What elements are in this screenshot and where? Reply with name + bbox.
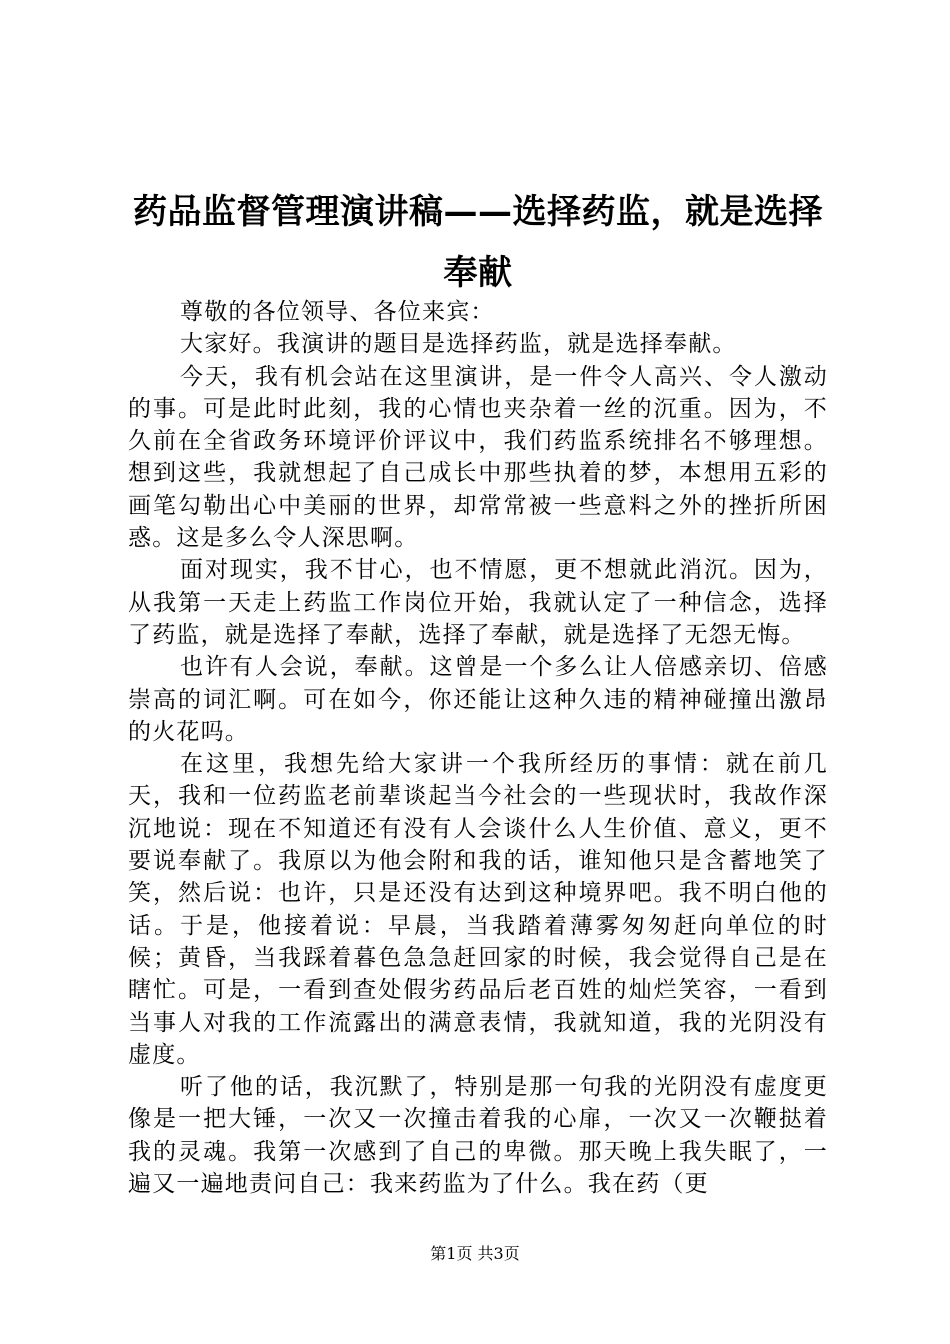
paragraph: 在这里，我想先给大家讲一个我所经历的事情：就在前几天，我和一位药监老前辈谈起当今社会的一些现状时，我故作深沉地说：现在不知道还有没有人会谈什么人生价值、意义，更不要说奉献了。我原以为他会附和我的话，谁知他只是含蓄地笑了笑，然后说：也许，只是还没有达到这种境界吧。我不明白他的话。于是，他接着说：早晨，当我踏着薄雾匆匆赶向单位的时候；黄昏，当我踩着暮色急急赶回家的时候，我会觉得自己是在瞎忙。可是，一看到查处假劣药品后老百姓的灿烂笑容，一看到当事人对我的工作流露出的满意表情，我就知道，我的光阴没有虚度。	[128, 751, 828, 1068]
paragraph: 面对现实，我不甘心，也不情愿，更不想就此消沉。因为，从我第一天走上药监工作岗位开始，我就认定了一种信念，选择了药监，就是选择了奉献，选择了奉献，就是选择了无怨无悔。	[128, 557, 828, 648]
document-body	[128, 296, 828, 1200]
paragraph-greeting: 大家好。我演讲的题目是选择药监，就是选择奉献。	[180, 331, 737, 358]
paragraph: 听了他的话，我沉默了，特别是那一句我的光阴没有虚度更像是一把大锤，一次又一次撞击着我的心扉，一次又一次鞭挞着我的灵魂。我第一次感到了自己的卑微。那天晚上我失眠了，一遍又一遍地责问自己：我来药监为了什么。我在药（更	[128, 1074, 828, 1198]
paragraph: 也许有人会说，奉献。这曾是一个多么让人倍感亲切、倍感崇高的词汇啊。可在如今，你还能让这种久违的精神碰撞出激昂的火花吗。	[128, 654, 828, 745]
page-number-footer: 第1页 共3页	[430, 1244, 520, 1263]
paragraph: 今天，我有机会站在这里演讲，是一件令人高兴、令人激动的事。可是此时此刻，我的心情也夹杂着一丝的沉重。因为，不久前在全省政务环境评价评议中，我们药监系统排名不够理想。想到这些，我就想起了自己成长中那些执着的梦，本想用五彩的画笔勾勒出心中美丽的世界，却常常被一些意料之外的挫折所困惑。这是多么令人深思啊。	[128, 363, 828, 552]
document-title: 药品监督管理演讲稿——选择药监，就是选择奉献	[133, 192, 823, 293]
paragraph-salutation: 尊敬的各位领导、各位来宾：	[180, 299, 495, 325]
